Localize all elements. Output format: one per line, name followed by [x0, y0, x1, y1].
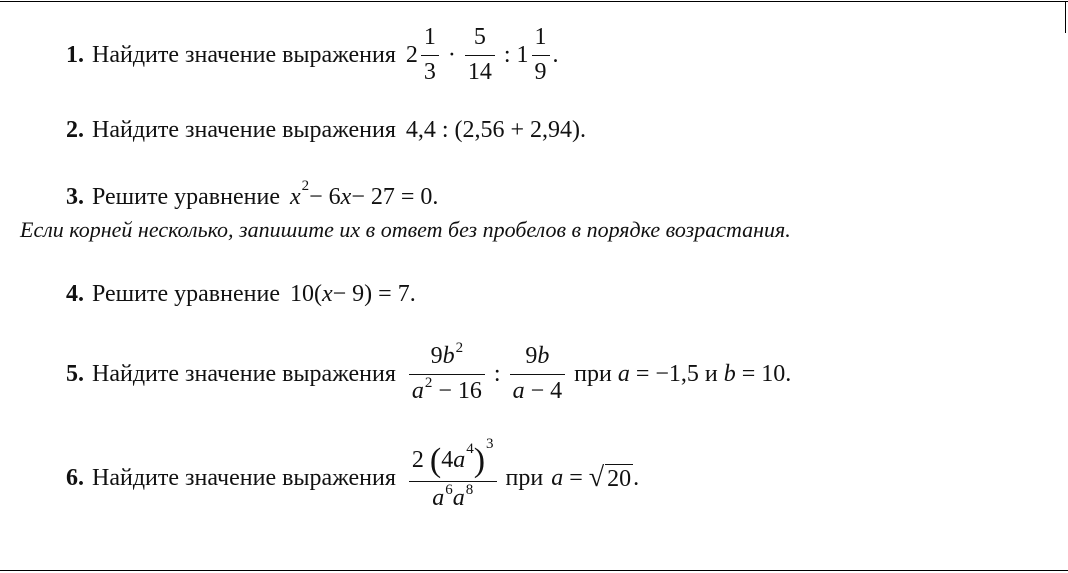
task-number: 3. — [66, 184, 84, 210]
task-label: Решите уравнение — [92, 281, 280, 307]
fraction — [409, 340, 485, 405]
task-5-expression — [406, 340, 792, 405]
task-number: 5. — [66, 360, 84, 387]
task-number: 4. — [66, 281, 84, 307]
square-root: √ 20 — [588, 462, 632, 494]
task-1 — [66, 24, 559, 86]
task-number: 1. — [66, 41, 84, 68]
numerator: 1 — [534, 24, 547, 50]
period: . — [633, 464, 640, 491]
equation-part: − 9) = 7. — [332, 281, 416, 307]
task-4 — [66, 281, 416, 308]
mixed-number — [517, 24, 553, 86]
task-number: 2. — [66, 117, 84, 143]
multiply-operator: · — [447, 41, 456, 68]
task-3-note: Если корней несколько, запишите их в ответ без пробелов в порядке возрастания. — [20, 217, 791, 242]
task-6-expression — [406, 436, 640, 513]
task-label: Найдите значение выражения — [92, 117, 396, 143]
exponent: 2 — [301, 178, 310, 194]
fraction — [532, 24, 550, 86]
task-label: Найдите значение выражения — [92, 360, 396, 387]
task-5 — [66, 340, 792, 405]
task-3 — [66, 178, 439, 211]
equation-part: 10( — [289, 281, 322, 307]
task-label: Решите уравнение — [92, 184, 280, 210]
numerator: 2 ( 4 a 4 ) 3 — [411, 436, 494, 479]
task-6 — [66, 436, 640, 513]
task-number: 6. — [66, 464, 84, 491]
mixed-number — [406, 24, 442, 86]
variable: a — [551, 464, 564, 491]
equation-part: − 27 = 0. — [351, 184, 439, 210]
task-2 — [66, 117, 586, 144]
condition: a = −1,5 и b = 10. — [617, 360, 792, 387]
denominator: a − 4 — [512, 377, 563, 404]
numerator: $9b^2$ — [430, 340, 464, 369]
variable: x — [289, 184, 301, 210]
task-2-expression: 4,4 : (2,56 + 2,94). — [405, 117, 587, 143]
task-3-equation — [289, 178, 439, 211]
denominator: $a^6a^8$ — [432, 482, 474, 511]
numerator: 9b — [525, 343, 550, 369]
bottom-rule — [0, 570, 1068, 571]
denominator: $a^2 - 16$ — [411, 374, 482, 404]
task-label: Найдите значение выражения — [92, 464, 396, 491]
task-4-equation — [290, 281, 416, 308]
task-1-expression — [406, 24, 559, 86]
fraction — [465, 24, 495, 86]
fraction — [510, 343, 566, 405]
divide-operator: : — [493, 360, 501, 387]
equation-part: − 6 — [309, 184, 341, 210]
equals-sign: = — [563, 464, 589, 491]
period: . — [552, 41, 559, 68]
denominator: 14 — [467, 58, 492, 85]
radicand: 20 — [607, 466, 632, 493]
denominator: 3 — [423, 58, 436, 85]
condition-word: при — [574, 360, 612, 387]
condition-word: при — [505, 464, 544, 491]
top-rule — [0, 1, 1068, 2]
corner-rule — [1065, 1, 1066, 33]
task-label: Найдите значение выражения — [92, 41, 396, 68]
fraction — [409, 436, 497, 513]
numerator: 1 — [423, 24, 436, 50]
whole-part: 2 — [405, 41, 418, 68]
variable: x — [321, 281, 333, 307]
divide-operator: : — [503, 41, 511, 68]
variable: x — [340, 184, 352, 210]
numerator: 5 — [473, 24, 486, 50]
whole-part: 1 — [516, 41, 529, 68]
fraction — [421, 24, 439, 86]
denominator: 9 — [534, 58, 547, 85]
